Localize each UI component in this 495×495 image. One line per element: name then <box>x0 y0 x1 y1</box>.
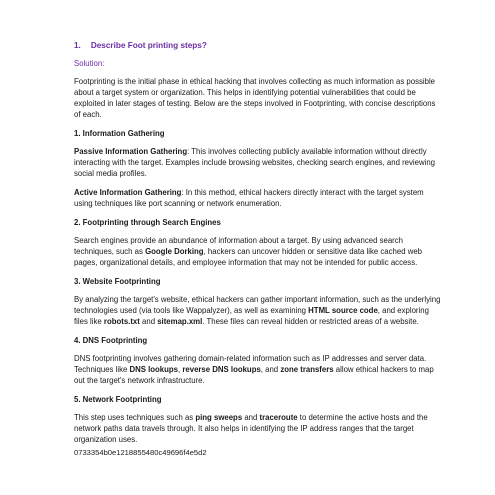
intro-paragraph: Footprinting is the initial phase in ethical hacking that involves collecting as much information as possible about a target system or organization. This helps in identifying potential vulnerabilities that could be exploited in later stages of testing. Below are the steps involved in Footprinting, with concise descriptions of each. <box>74 77 436 119</box>
section-2-heading: 2. Footprinting through Search Engines <box>74 218 221 227</box>
s4-text-3: , and <box>260 365 281 374</box>
s2-text-2: , hackers can uncover hidden or sensitive data like cached web pages, organizational details, and employee information that may not be intended for public access. <box>74 247 423 267</box>
s5-text-3: to determine the active hosts and the network paths data travels through. It also helps in identifying the IP address ranges that the target organization uses. <box>74 413 428 444</box>
sitemap-term: sitemap.xml <box>157 317 203 326</box>
robots-txt-term: robots.txt <box>103 317 140 326</box>
s2-text-1: Search engines provide an abundance of information about a target. By using advanced search techniques, such as <box>74 236 403 256</box>
document-page <box>74 40 444 453</box>
question-title <box>74 40 444 51</box>
html-source-term: HTML source code <box>308 306 378 315</box>
section-2-paragraph <box>74 235 444 268</box>
s4-text-2: , <box>178 365 183 374</box>
s3-text-1: By analyzing the target's website, ethical hackers can gather important information, such as the underlying technologies used (via tools like Wappalyzer), as well as examining <box>74 295 441 315</box>
reverse-dns-term: reverse DNS lookups <box>182 365 261 374</box>
section-1-active-paragraph <box>74 187 444 209</box>
active-text: : In this method, ethical hackers directly interact with the target system using techniques like port scanning or network enumeration. <box>74 188 424 208</box>
dns-lookups-term: DNS lookups <box>129 365 179 374</box>
passive-text: : This involves collecting publicly available information without directly interacting with the target. Examples include browsing websites, checking search engines, and reviewing social media profiles. <box>74 147 436 178</box>
section-3-heading: 3. Website Footprinting <box>74 277 161 286</box>
traceroute-term: traceroute <box>259 413 298 422</box>
passive-term: Passive Information Gathering <box>74 147 188 156</box>
question-number: 1. <box>74 41 81 50</box>
s3-text-4: . These files can reveal hidden or restricted areas of a website. <box>202 317 419 326</box>
s4-text-4: allow ethical hackers to map out the target's network infrastructure. <box>74 365 434 385</box>
zone-transfers-term: zone transfers <box>280 365 334 374</box>
section-1-heading: 1. Information Gathering <box>74 129 165 138</box>
active-term: Active Information Gathering <box>74 188 182 197</box>
s3-text-3: and <box>139 317 158 326</box>
s5-text-1: This step uses techniques such as <box>74 413 196 422</box>
s4-text-1: DNS footprinting involves gathering domain-related information such as IP addresses and server data. Techniques like <box>74 354 427 374</box>
section-1-passive-paragraph <box>74 146 444 179</box>
section-5-paragraph <box>74 412 444 445</box>
section-5-heading: 5. Network Footprinting <box>74 395 162 404</box>
document-id-footer: 0733354b0e1218855480c49696f4e5d2 <box>74 448 207 457</box>
question-text: Describe Foot printing steps? <box>90 41 207 50</box>
solution-label: Solution: <box>74 59 105 68</box>
section-4-heading: 4. DNS Footprinting <box>74 336 148 345</box>
ping-sweeps-term: ping sweeps <box>195 413 243 422</box>
s5-text-2: and <box>242 413 260 422</box>
section-4-paragraph <box>74 353 444 386</box>
s3-text-2: , and exploring files like <box>74 306 429 326</box>
google-dorking-term: Google Dorking <box>145 247 204 256</box>
section-3-paragraph <box>74 294 444 327</box>
